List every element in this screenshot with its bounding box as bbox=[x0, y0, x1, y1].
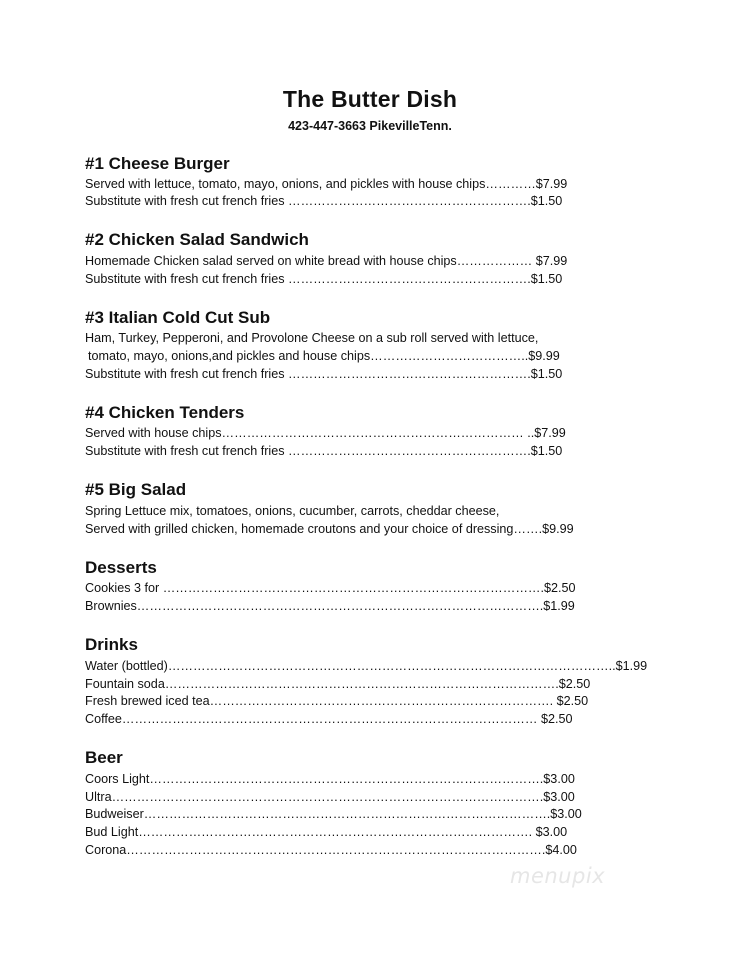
menu-line: Substitute with fresh cut french fries ………………………………………………….$1.50 bbox=[85, 194, 563, 208]
menu-line: Water (bottled)……………………………………………………………………………………………..$1.99 bbox=[85, 659, 648, 673]
menu-line: Corona……………………………………………………………………………………….$4.00 bbox=[85, 843, 577, 857]
section-heading-chicken-tenders: #4 Chicken Tenders bbox=[85, 403, 245, 422]
menu-line: Homemade Chicken salad served on white bread with house chips……………… $7.99 bbox=[85, 254, 568, 268]
menu-line: Cookies 3 for ……………………………………………………………………………….$2.50 bbox=[85, 581, 576, 595]
menu-line: Coffee……………………………………………………………………………………… $2.50 bbox=[85, 712, 573, 726]
section-heading-big-salad: #5 Big Salad bbox=[85, 480, 187, 499]
phone-location: 423-447-3663 PikevilleTenn. bbox=[288, 119, 452, 133]
section-heading-beer: Beer bbox=[85, 748, 123, 767]
menu-line: Brownies…………………………………………………………………………………….$1.99 bbox=[85, 599, 575, 613]
menu-line: Substitute with fresh cut french fries ………………………………………………….$1.50 bbox=[85, 272, 563, 286]
menu-line: Coors Light………………………………………………………………………………….$3.00 bbox=[85, 772, 575, 786]
menu-line: Fresh brewed iced tea………………………………………………………………………. $2.50 bbox=[85, 694, 589, 708]
menu-line: Fountain soda………………………………………………………………………………….$2.50 bbox=[85, 677, 591, 691]
menu-line: tomato, mayo, onions,and pickles and house chips………………………………..$9.99 bbox=[88, 349, 560, 363]
menu-line: Substitute with fresh cut french fries ………………………………………………….$1.50 bbox=[85, 367, 563, 381]
page-title: The Butter Dish bbox=[282, 86, 458, 112]
section-heading-cheese-burger: #1 Cheese Burger bbox=[85, 154, 230, 173]
section-heading-drinks: Drinks bbox=[85, 635, 138, 654]
menu-line: Served with house chips……………………………………………………………… ..$7.99 bbox=[85, 426, 566, 440]
menu-line: Served with lettuce, tomato, mayo, onions, and pickles with house chips…………$7.99 bbox=[85, 177, 568, 191]
menu-line: Ham, Turkey, Pepperoni, and Provolone Cheese on a sub roll served with lettuce, bbox=[85, 331, 539, 345]
menu-line: Ultra………………………………………………………………………………………….$3.00 bbox=[85, 790, 575, 804]
menu-line: Spring Lettuce mix, tomatoes, onions, cucumber, carrots, cheddar cheese, bbox=[85, 504, 500, 518]
menu-line: Substitute with fresh cut french fries ………………………………………………….$1.50 bbox=[85, 444, 563, 458]
section-heading-italian-sub: #3 Italian Cold Cut Sub bbox=[85, 308, 271, 327]
section-heading-desserts: Desserts bbox=[85, 558, 157, 577]
watermark: menupix bbox=[510, 864, 606, 888]
menu-line: Bud Light…………………………………………………………………………………. $3.00 bbox=[85, 825, 568, 839]
section-heading-chicken-salad: #2 Chicken Salad Sandwich bbox=[85, 230, 309, 249]
menu-line: Budweiser…………………………………………………………………………………….$3.00 bbox=[85, 807, 582, 821]
menu-line: Served with grilled chicken, homemade croutons and your choice of dressing…….$9.99 bbox=[85, 522, 574, 536]
